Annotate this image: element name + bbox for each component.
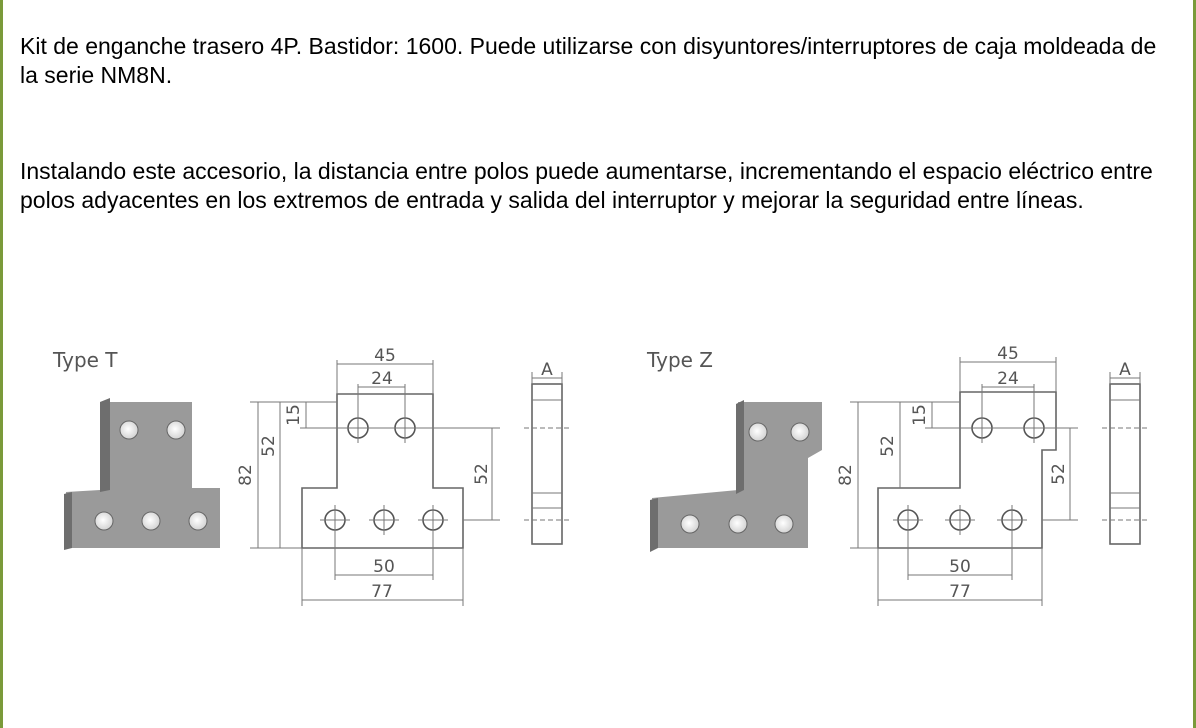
- type-t-holes: [320, 413, 448, 535]
- type-z-dim-77: 77: [949, 582, 971, 602]
- type-t-side-view: [524, 360, 570, 544]
- type-t-dim-52-right: 52: [472, 463, 492, 485]
- type-z-side-view: [1102, 360, 1150, 544]
- type-z-dim-a: A: [1119, 360, 1131, 380]
- type-z-drawing: [646, 344, 1150, 606]
- type-z-dim-15: 15: [910, 404, 930, 426]
- type-t-dim-15: 15: [284, 404, 304, 426]
- type-z-dim-52-left: 52: [878, 435, 898, 457]
- type-t-dim-24: 24: [371, 369, 393, 389]
- installation-paragraph: Instalando este accesorio, la distancia entre polos puede aumentarse, incrementando el espacio eléctrico entre polos adyacentes en los extremos de entrada y salida del interruptor y mejorar la seguridad entre líneas.: [20, 158, 1153, 213]
- type-z-dim-45: 45: [997, 344, 1019, 364]
- description-paragraph: Kit de enganche trasero 4P. Bastidor: 1600. Puede utilizarse con disyuntores/interruptores de caja moldeada de la serie NM8N.: [20, 33, 1157, 88]
- type-z-dim-52-right: 52: [1049, 463, 1069, 485]
- type-z-holes: [893, 413, 1049, 535]
- type-z-dim-24: 24: [997, 369, 1019, 389]
- type-t-dim-77: 77: [371, 582, 393, 602]
- type-t-dim-a: A: [541, 360, 553, 380]
- type-t-dim-82: 82: [236, 464, 256, 486]
- type-t-part-illustration: [64, 398, 220, 550]
- type-t-drawing: [52, 346, 570, 606]
- type-t-dim-50: 50: [373, 557, 395, 577]
- type-z-dim-50: 50: [949, 557, 971, 577]
- type-z-dim-82: 82: [836, 464, 856, 486]
- type-t-label: Type T: [53, 348, 118, 372]
- technical-drawing: [0, 330, 1196, 630]
- type-t-dim-52-left: 52: [259, 435, 279, 457]
- type-z-part-illustration: [650, 400, 822, 552]
- type-t-dim-45: 45: [374, 346, 396, 366]
- type-z-label: Type Z: [647, 348, 713, 372]
